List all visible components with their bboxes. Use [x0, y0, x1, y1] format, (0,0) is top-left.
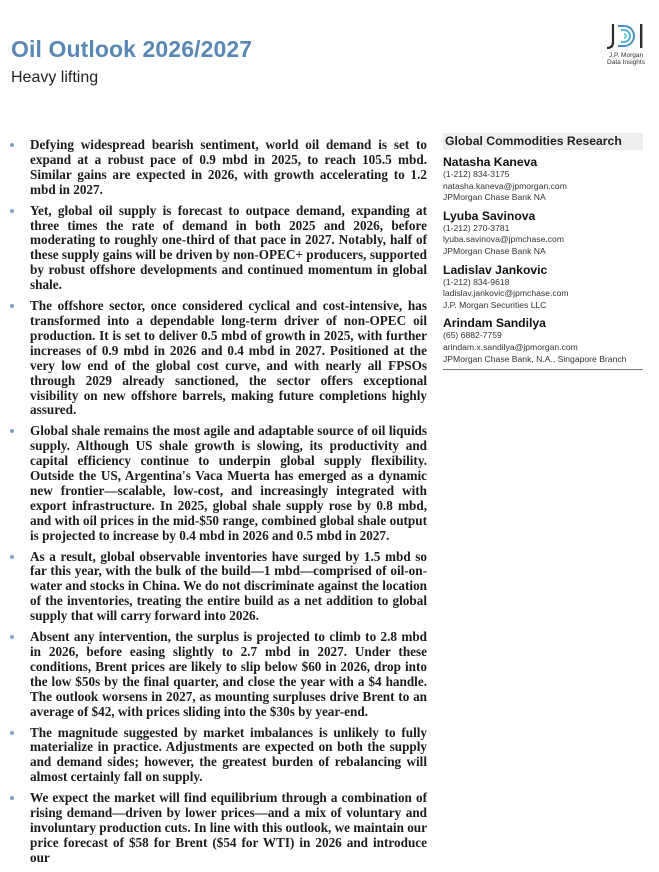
author-phone: (1-212) 834-3175: [443, 169, 510, 179]
bullet-text: The magnitude suggested by market imbalances is unlikely to fully materialize in practice. Adjustments are expected on both the supply and demand sides; however, the greatest burden of rebalancing will almost certainly fall on supply.: [30, 724, 427, 785]
bullet-icon: [10, 635, 14, 639]
bullet-text: Defying widespread bearish sentiment, world oil demand is set to expand at a robust pace of 0.9 mbd in 2025, to reach 105.5 mbd. Similar gains are expected in 2026, with growth accelerating to 1.2 mbd in 2027.: [30, 137, 427, 197]
author-phone: (1-212) 270-3781: [443, 222, 510, 233]
bullet-icon: [10, 555, 14, 559]
author-card: [443, 316, 643, 365]
author-name: Lyuba Savinova: [443, 208, 536, 223]
bullet-icon: [10, 304, 14, 308]
bullet-item: [0, 791, 430, 866]
page-subtitle: Heavy lifting: [11, 69, 99, 86]
bullet-text: As a result, global observable inventories have surged by 1.5 mbd so far this year, with the bulk of the build—1 mbd—comprised of oil-on-water and stocks in China. We do not discriminate against the location of the inventories, treating the entire build as a net addition to global supply that will carry forward into 2026.: [30, 548, 427, 624]
bullet-icon: [10, 429, 14, 433]
bullet-text: Global shale remains the most agile and adaptable source of oil liquids supply. Although US shale growth is slowing, its productivity and capital efficiency continue to underpin global supply flexibility. Outside the US, Argentina's Vaca Muerta has emerged as a dynamic new frontier—scalable, low-cost, and increasingly integrated with export infrastructure. In 2025, global shale supply rose by 0.8 mbd, and with oil prices in the mid-$50 range, combined global shale output is projected to increase by 0.4 mbd in 2026 and 0.5 mbd in 2027.: [30, 423, 427, 543]
jpm-data-insights-logo: [600, 22, 652, 70]
bullet-item: [0, 138, 430, 198]
bullet-item: [0, 424, 430, 543]
bullet-text: The offshore sector, once considered cyclical and cost-intensive, has transformed into a dependable long-term driver of non-OPEC oil production. It is set to deliver 0.5 mbd of growth in 2025, with further increases of 0.9 mbd in 2026 and 0.4 mbd in 2027. Positioned at the very low end of the global cost curve, and with nearly all FPSOs through 2029 already sanctioned, the sector offers exceptional visibility on new offshore barrels, making future completions highly assured.: [30, 298, 427, 418]
page-title: Oil Outlook 2026/2027: [11, 36, 253, 62]
analyst-contacts-sidebar: [443, 133, 643, 370]
bullet-text: Yet, global oil supply is forecast to outpace demand, expanding at three times the rate of demand in both 2025 and 2026, before moderating to roughly one-third of that pace in 2027. Notably, half of these supply gains will be driven by non-OPEC+ producers, supported by robust offshore developments and continued momentum in global shale.: [30, 202, 427, 293]
bullet-text: Absent any intervention, the surplus is projected to climb to 2.8 mbd in 2026, before easing slightly to 2.7 mbd in 2027. Under these conditions, Brent prices are likely to slip below $60 in 2026, drop into the low $50s by the final quarter, and close the year with a $4 handle. The outlook worsens in 2027, as mounting surpluses drive Brent to an average of $42, with prices sliding into the $30s by year-end.: [30, 629, 427, 719]
bullet-item: [0, 726, 430, 786]
author-entity: JPMorgan Chase Bank NA: [443, 245, 546, 256]
author-card: [443, 209, 643, 258]
author-phone: (1-212) 834-9618: [443, 276, 510, 287]
bullet-item: [0, 630, 430, 719]
author-email-link[interactable]: ladislav.jankovic@jpmchase.com: [443, 288, 569, 299]
bullet-item: [0, 550, 430, 625]
bullet-item: [0, 204, 430, 293]
author-name: Arindam Sandilya: [443, 316, 546, 331]
author-email-link[interactable]: natasha.kaneva@jpmorgan.com: [443, 180, 567, 191]
sidebar-divider: [443, 369, 643, 370]
author-name: Natasha Kaneva: [443, 155, 538, 169]
author-name: Ladislav Jankovic: [443, 262, 548, 277]
jpm-data-insights-logo-icon: [604, 22, 648, 50]
bullet-item: [0, 299, 430, 418]
sidebar-heading: Global Commodities Research: [443, 133, 643, 150]
bullet-icon: [10, 209, 14, 213]
bullet-icon: [10, 731, 14, 735]
author-email-link[interactable]: lyuba.savinova@jpmchase.com: [443, 234, 564, 245]
bullet-text: We expect the market will find equilibrium through a combination of rising demand—driven by lower prices—and a mix of voluntary and involuntary production cuts. In line with this outlook, we maintain our price forecast of $58 for Brent ($54 for WTI) in 2026 and introduce our: [30, 790, 427, 865]
author-card: [443, 155, 643, 204]
author-entity: J.P. Morgan Securities LLC: [443, 299, 547, 310]
author-email-link[interactable]: arindam.x.sandilya@jpmorgan.com: [443, 341, 578, 352]
logo-line-2: Data Insights: [607, 59, 645, 66]
summary-bullets-section: [0, 138, 430, 872]
author-entity: JPMorgan Chase Bank NA: [443, 192, 546, 203]
author-card: [443, 263, 643, 312]
author-entity: JPMorgan Chase Bank, N.A., Singapore Branch: [443, 353, 627, 364]
author-phone: (65) 6882-7759: [443, 330, 502, 341]
bullet-icon: [10, 143, 14, 147]
bullet-list: [0, 138, 430, 866]
logo-line-1: J.P. Morgan: [608, 52, 644, 59]
